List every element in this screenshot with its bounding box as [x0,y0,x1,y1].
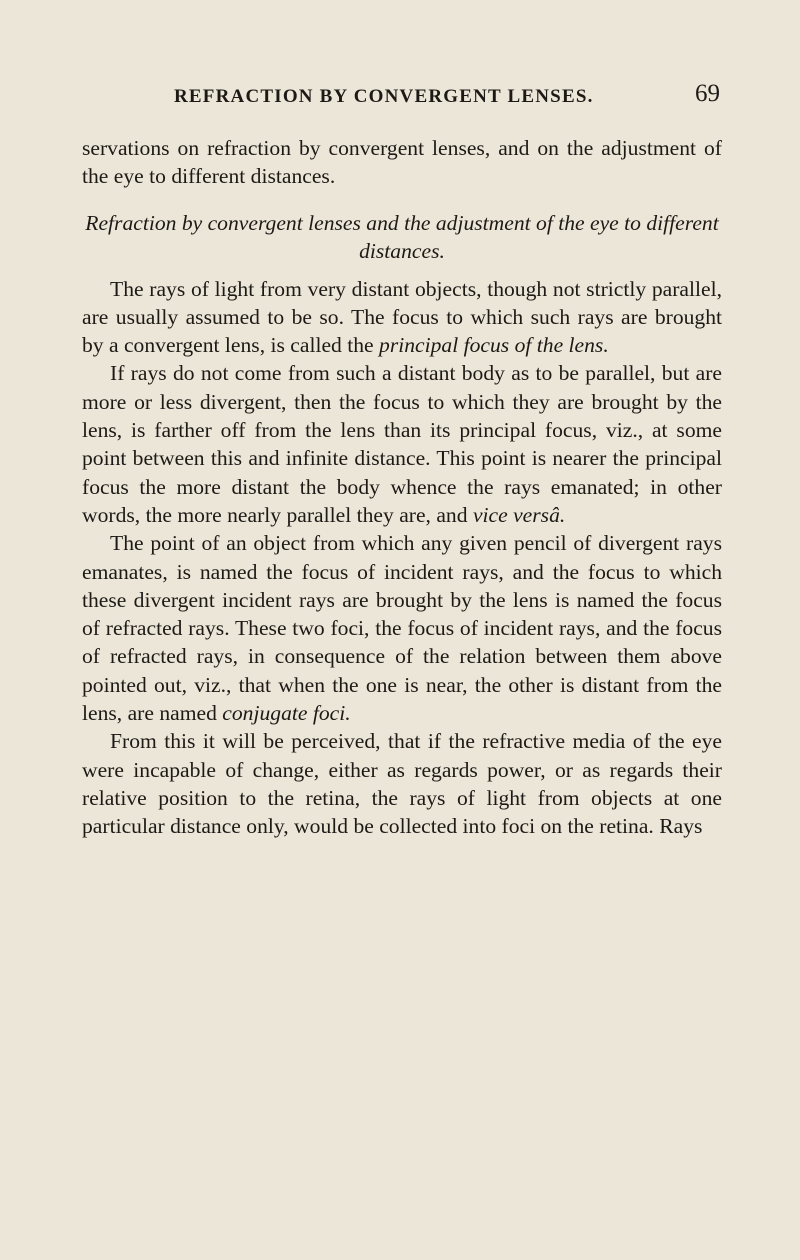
italic-term: principal focus of the lens. [379,333,609,358]
paragraph-conjugate-foci [82,529,722,727]
page-number: 69 [695,80,720,107]
italic-term: conjugate foci. [222,701,351,726]
running-head [82,80,722,116]
italic-term: vice versâ. [472,502,566,527]
paragraph-text: If rays do not come from such a distant body as to be parallel, but are more or less divergent, then the focus to which they are brought by the lens, is farther off from the lens than its principal focus, viz., at some point between this and infinite distance. This point is nearer the principal focus the more distant the body whence the rays emanated; in other words, the more nearly parallel they are, and [82,361,722,527]
running-title: REFRACTION BY CONVERGENT LENSES. [174,86,594,107]
paragraph-continuation: servations on refraction by convergent lenses, and on the adjustment of the eye to different distances. [82,136,722,189]
paragraph-divergent-rays [82,359,722,529]
paragraph-text: The rays of light from very distant objects, though not strictly parallel, are usually assumed to be so. The focus to which such rays are brought by a convergent lens, is called the [82,276,722,358]
paragraph-text: The point of an object from which any given pencil of divergent rays emanates, is named the focus of incident rays, and the focus to which these divergent incident rays are brought by the lens is named the focus of refracted rays. These two foci, the focus of incident rays, and the focus of refracted rays, in consequence of the relation between them above pointed out, viz., that when the one is near, the other is distant from the lens, are named [82,531,722,726]
section-heading: Refraction by convergent lenses and the adjustment of the eye to different distances. [85,210,719,263]
body-text [82,134,722,841]
paragraph-refractive-media: From this it will be perceived, that if the refractive media of the eye were incapable of change, either as regards power, or as regards their relative position to the retina, the rays of light from objects at one particular distance only, would be collected into foci on the retina. Rays [82,729,722,839]
paragraph-principal-focus [82,275,722,360]
